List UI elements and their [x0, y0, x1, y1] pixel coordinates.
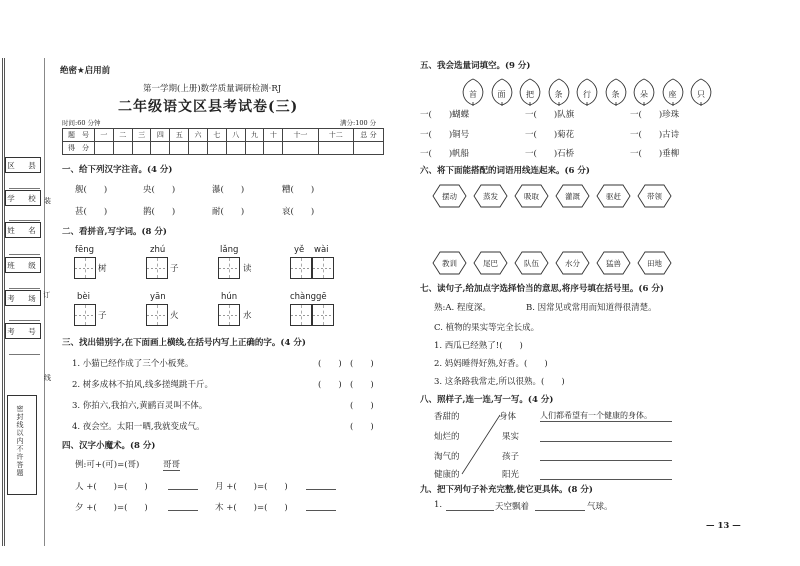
score-cell: 五 [170, 129, 189, 142]
q1-title: 一、给下列汉字注音。(4 分) [62, 165, 173, 175]
q5-item[interactable]: 一( )珍珠 [630, 110, 680, 120]
q8-left-word[interactable]: 香甜的 [434, 412, 460, 422]
q2-pinyin: lǎng [220, 245, 239, 255]
q5-leaf-word: 面 [489, 78, 515, 106]
q5-item[interactable]: 一( )菊花 [525, 130, 575, 140]
q4-answer-line[interactable] [168, 489, 198, 490]
score-cell: 三 [132, 129, 151, 142]
q9-blank[interactable] [535, 510, 585, 511]
q1-item[interactable]: 糟( ) [282, 185, 315, 195]
q6-top-word[interactable]: 驱赶 [596, 184, 631, 208]
q1-item[interactable]: 央( ) [143, 185, 176, 195]
q6-bottom-word[interactable]: 队伍 [514, 251, 549, 275]
exam-time: 时间:60 分钟 [62, 119, 101, 127]
q4-answer-line[interactable] [306, 510, 336, 511]
q9-end: 气球。 [587, 502, 613, 512]
q2-pinyin: hún [221, 292, 238, 302]
q2-pinyin: gē [316, 292, 327, 302]
score-cell: 七 [207, 129, 226, 142]
q8-left-word[interactable]: 淘气的 [434, 452, 460, 462]
q2-writing-grid[interactable] [312, 304, 334, 326]
q4-item[interactable]: 木 +( )=( ) [215, 503, 288, 513]
q2-suffix: 子 [98, 311, 107, 321]
score-cell: 六 [189, 129, 208, 142]
score-table [62, 128, 384, 155]
q8-example-sentence: 人们都希望有一个健康的身体。 [540, 410, 672, 422]
q9-prefix: 1. [434, 500, 443, 510]
q2-suffix: 子 [170, 264, 179, 274]
q5-item[interactable]: 一( )帆船 [420, 149, 470, 159]
name-answer-line[interactable] [9, 254, 40, 255]
q6-bottom-word[interactable]: 田地 [637, 251, 672, 275]
q5-leaf-word: 朵 [631, 78, 657, 106]
q6-bottom-word[interactable]: 教训 [432, 251, 467, 275]
q6-title: 六、将下面能搭配的词语用线连起来。(6 分) [420, 166, 590, 176]
q6-top-word[interactable]: 吸取 [514, 184, 549, 208]
score-table-header-row [63, 129, 384, 142]
q3-answer-paren[interactable]: ( ) [350, 401, 374, 411]
q5-item[interactable]: 一( )铜号 [420, 130, 470, 140]
q1-item[interactable]: 鹊( ) [143, 207, 176, 217]
q2-pinyin: fēng [75, 245, 95, 255]
score-cell: 十一 [283, 129, 318, 142]
q8-left-word[interactable]: 健康的 [434, 470, 460, 480]
q2-writing-grid[interactable] [218, 257, 240, 279]
score-cell: 十二 [318, 129, 353, 142]
q5-item[interactable]: 一( )古诗 [630, 130, 680, 140]
q2-writing-grid[interactable] [290, 257, 312, 279]
q4-example: 例:可+(可)=(哥) [75, 460, 140, 470]
q3-answer-paren[interactable]: ( ) [350, 359, 374, 369]
q6-top-word[interactable]: 蒸发 [473, 184, 508, 208]
q5-item[interactable]: 一( )石桥 [525, 149, 575, 159]
q2-writing-grid[interactable] [74, 257, 96, 279]
seal-mark-xian: 线 [44, 374, 51, 382]
score-row-label: 得 分 [63, 142, 95, 155]
seal-mark-zhuang: 装 [44, 197, 51, 205]
q7-sentence[interactable]: 1. 西瓜已经熟了!( ) [434, 341, 523, 351]
side-label-class: 班 级 [5, 257, 41, 273]
score-cell: 题 号 [63, 129, 95, 142]
q4-title: 四、汉字小魔术。(8 分) [62, 441, 156, 451]
q2-pinyin: chàng [290, 292, 317, 302]
q6-bottom-word[interactable]: 猛兽 [596, 251, 631, 275]
q2-suffix: 树 [98, 264, 107, 274]
q6-top-word[interactable]: 带领 [637, 184, 672, 208]
q1-item[interactable]: 哀( ) [282, 207, 315, 217]
q6-bottom-word[interactable]: 尾巴 [473, 251, 508, 275]
q5-item[interactable]: 一( )垂柳 [630, 149, 680, 159]
school-answer-line[interactable] [9, 220, 40, 221]
q2-pinyin: bèi [77, 292, 90, 302]
q5-title: 五、我会选量词填空。(9 分) [420, 61, 531, 71]
q2-pinyin: yě [294, 245, 305, 255]
score-cell: 二 [113, 129, 132, 142]
q3-title: 三、找出错别字,在下面画上横线,在括号内写上正确的字。(4 分) [62, 338, 306, 348]
q7-sentence[interactable]: 2. 妈妈睡得好熟,好香。( ) [434, 359, 548, 369]
side-label-district: 区 县 [5, 157, 41, 173]
q1-item[interactable]: 舰( ) [75, 185, 108, 195]
q2-writing-grid[interactable] [218, 304, 240, 326]
q5-leaf-word: 把 [517, 78, 543, 106]
q7-definition-c: C. 植物的果实等完全长成。 [434, 323, 540, 333]
q3-answer-paren[interactable]: ( ) [318, 359, 342, 369]
q4-answer-line[interactable] [306, 489, 336, 490]
q1-item[interactable]: 瀑( ) [212, 185, 245, 195]
q3-sentence: 2. 树多成林不拍风,线多搓绳跳千斤。 [72, 380, 214, 390]
score-table-score-row [63, 142, 384, 155]
q5-leaf-word: 条 [546, 78, 572, 106]
q8-right-word[interactable]: 阳光 [502, 470, 520, 480]
q4-item[interactable]: 月 +( )=( ) [215, 482, 288, 492]
q2-pinyin: wài [314, 245, 329, 255]
class-answer-line[interactable] [9, 288, 40, 289]
q2-suffix: 读 [243, 264, 252, 274]
q5-leaf-word: 座 [660, 78, 686, 106]
q8-left-word[interactable]: 灿烂的 [434, 432, 460, 442]
q1-item[interactable]: 耐( ) [212, 207, 245, 217]
score-cell: 四 [151, 129, 170, 142]
q4-answer-line[interactable] [168, 510, 198, 511]
q2-writing-grid[interactable] [312, 257, 334, 279]
q2-writing-grid[interactable] [74, 304, 96, 326]
q5-leaf-word: 行 [574, 78, 600, 106]
exam-room-answer-line[interactable] [9, 320, 40, 321]
q2-writing-grid[interactable] [146, 304, 168, 326]
q8-right-word[interactable]: 孩子 [502, 452, 520, 462]
q5-item[interactable]: 一( )队旗 [525, 110, 575, 120]
score-cell: 十 [264, 129, 283, 142]
q7-definition-b: B. 因常见或常用而知道得很清楚。 [526, 303, 657, 313]
q7-title: 七、读句子,给加点字选择恰当的意思,将序号填在括号里。(6 分) [420, 284, 664, 294]
q8-example-connector [460, 410, 505, 480]
q3-answer-paren[interactable]: ( ) [350, 380, 374, 390]
score-cell: 九 [245, 129, 264, 142]
q1-item[interactable]: 甚( ) [75, 207, 108, 217]
q5-leaf-word: 条 [603, 78, 629, 106]
q2-suffix: 火 [170, 311, 179, 321]
q8-right-word[interactable]: 果实 [502, 432, 520, 442]
score-cell: 一 [95, 129, 114, 142]
side-label-school: 学 校 [5, 190, 41, 206]
q8-right-word[interactable]: 身体 [499, 412, 517, 422]
q6-bottom-word[interactable]: 水分 [555, 251, 590, 275]
q6-top-word[interactable]: 灌溉 [555, 184, 590, 208]
q7-sentence[interactable]: 3. 这条路我常走,所以很熟。( ) [434, 377, 565, 387]
q8-answer-line[interactable] [540, 479, 672, 480]
q9-title: 九、把下列句子补充完整,使它更具体。(8 分) [420, 485, 593, 495]
district-answer-line[interactable] [9, 188, 40, 189]
q4-example-answer: 哥哥 [163, 460, 181, 470]
exam-number-answer-line[interactable] [9, 354, 40, 355]
exam-total-score: 满分:100 分 [340, 119, 377, 127]
exam-title: 二年级语文区县考试卷(三) [118, 99, 299, 115]
q3-sentence: 1. 小猫已经作成了三个小板凳。 [72, 359, 194, 369]
q3-answer-paren[interactable]: ( ) [350, 422, 374, 432]
secret-label: 绝密★启用前 [60, 66, 111, 76]
q3-sentence: 4. 夜会空。太阳一晒,我就变成气。 [72, 422, 205, 432]
q5-leaf-word: 首 [460, 78, 486, 106]
q5-leaf-word: 只 [688, 78, 714, 106]
q9-middle: 天空飘着 [495, 502, 530, 512]
q2-pinyin: zhú [150, 245, 166, 255]
q4-item[interactable]: 夕 +( )=( ) [75, 503, 148, 513]
q5-item[interactable]: 一( )蝴蝶 [420, 110, 470, 120]
q3-answer-paren[interactable]: ( ) [318, 380, 342, 390]
q8-answer-line[interactable] [540, 441, 672, 442]
q3-sentence: 3. 你拍六,我拍六,黄鹂百灵叫不体。 [72, 401, 208, 411]
exam-subtitle: 第一学期(上册)数学质量调研检测·RJ [143, 84, 282, 94]
side-label-exam-room: 考 场 [5, 290, 41, 306]
q8-title: 八、照样子,连一连,写一写。(4 分) [420, 395, 554, 405]
seal-mark-ding: 订 [43, 291, 50, 299]
q8-answer-line[interactable] [540, 460, 672, 461]
warning-text: 密封线以内不许答题 [16, 405, 24, 477]
q9-blank[interactable] [446, 510, 494, 511]
q7-definition-a: 熟:A. 程度深。 [434, 303, 491, 313]
q2-suffix: 水 [243, 311, 252, 321]
q2-writing-grid[interactable] [146, 257, 168, 279]
q6-top-word[interactable]: 摆动 [432, 184, 467, 208]
q2-writing-grid[interactable] [290, 304, 312, 326]
q4-item[interactable]: 人 +( )=( ) [75, 482, 148, 492]
side-label-name: 姓 名 [5, 222, 41, 238]
score-cell: 八 [226, 129, 245, 142]
score-cell: 总 分 [354, 129, 384, 142]
page-number: — 13 — [706, 521, 741, 531]
q2-pinyin: yān [150, 292, 166, 302]
q2-title: 二、看拼音,写字词。(8 分) [62, 227, 167, 237]
side-label-exam-number: 考 号 [5, 323, 41, 339]
